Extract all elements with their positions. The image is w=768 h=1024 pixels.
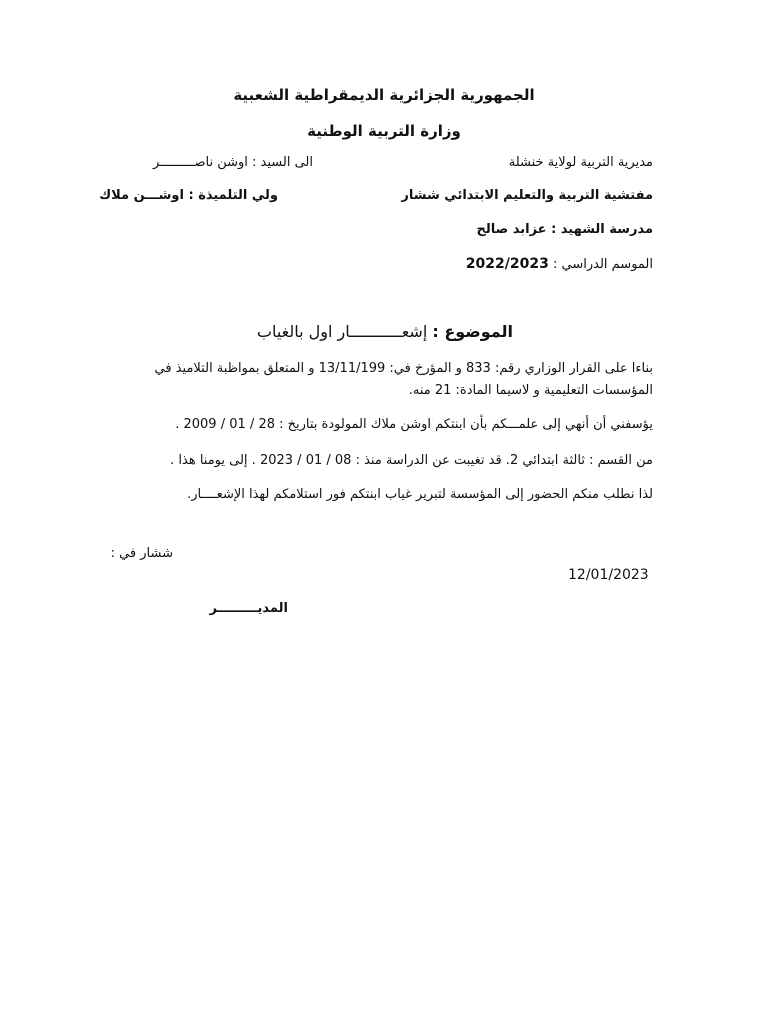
body-paragraph-absence: من القسم : ثالثة ابتدائي 2. قد تغيبت عن الدراسة منذ : 08 / 01 / 2023 . إلى يومنا هذا . [170, 453, 653, 468]
season-label: الموسم الدراسي : [552, 257, 653, 272]
subject-label: الموضوع : [432, 322, 513, 341]
ministry-heading: وزارة التربية الوطنية [307, 122, 461, 140]
school-line: مدرسة الشهيد : عزابد صالح [476, 222, 653, 237]
subject-text: إشعـــــــــــار اول بالغياب [256, 322, 428, 341]
directorate-line: مديرية التربية لولاية خنشلة [508, 155, 653, 170]
inspectorate-line: مفتشية التربية والتعليم الابتدائي ششار [401, 188, 653, 203]
recipient-line: الى السيد : اوشن ناصـــــــــر [153, 155, 313, 170]
director-signature-label: المديـــــــــر [209, 601, 288, 616]
place-line: ششار في : [110, 546, 173, 561]
letter-date: 12/01/2023 [568, 567, 649, 583]
subject-line [257, 322, 513, 341]
guardian-line: ولي التلميذة : اوشـــن ملاك [99, 188, 278, 203]
body-paragraph-student: يؤسفني أن أنهي إلى علمـــكم بأن ابنتكم اوشن ملاك المولودة بتاريخ : 28 / 01 / 2009 . [175, 417, 653, 432]
republic-heading: الجمهورية الجزائرية الديمقراطية الشعبية [233, 86, 535, 104]
body-paragraph-decree: بناءا على القرار الوزاري رقم: 833 و المؤرخ في: 13/11/199 و المتعلق بمواظبة التلاميذ في المؤسسات التعليمية و لاسيما المادة: 21 منه. [154, 361, 653, 398]
body-paragraph-request: لذا نطلب منكم الحضور إلى المؤسسة لتبرير غياب ابنتكم فور استلامكم لهذا الإشعــــار. [187, 487, 653, 502]
season-year: 2022/2023 [465, 256, 549, 272]
school-season-line [466, 256, 653, 272]
